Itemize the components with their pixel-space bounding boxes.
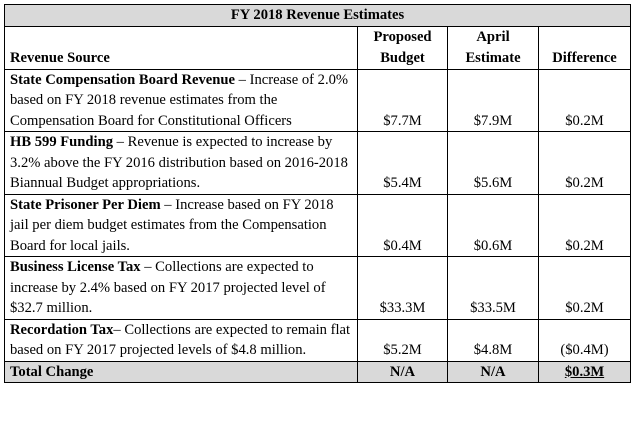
total-proposed: N/A [358,361,448,383]
header-proposed-line2: Budget [380,49,425,66]
row-proposed: $7.7M [358,69,448,132]
row-april: $4.8M [448,319,539,361]
table-title-row [5,5,631,27]
row-april: $0.6M [448,194,539,257]
row-difference: $0.2M [539,194,631,257]
header-proposed-line1: Proposed [373,28,432,45]
header-proposed-budget [358,26,448,69]
header-row [5,26,631,69]
table-row [5,194,631,257]
total-difference [539,361,631,383]
row-april: $33.5M [448,257,539,320]
header-april-estimate [448,26,539,69]
row-difference: $0.2M [539,69,631,132]
row-text: – Collections are expected to remain flat based on FY 2017 projected levels of $4.8 million. [10,321,351,358]
row-difference: ($0.4M) [539,319,631,361]
row-proposed: $5.4M [358,132,448,195]
row-text: – Revenue is expected to increase by 3.2% above the FY 2016 distribution based on 2016-2018 Biannual Budget appropriations. [10,134,348,191]
row-text: – Increase of 2.0% based on FY 2018 revenue estimates from the Compensation Board for Constitutional Officers [10,71,349,129]
row-label: Recordation Tax [10,321,114,338]
row-label: State Compensation Board Revenue [10,71,235,88]
row-difference: $0.2M [539,257,631,320]
header-april-line2: Estimate [465,49,521,66]
header-april-line1: April [476,28,510,45]
revenue-estimates-table [4,4,631,383]
total-label: Total Change [5,361,358,383]
row-text: – Increase based on FY 2018 jail per diem budget estimates from the Compensation Board for local jails. [10,196,334,254]
total-row [5,361,631,383]
row-label: HB 599 Funding [10,134,114,150]
row-description [5,132,358,195]
row-description [5,257,358,320]
row-april: $5.6M [448,132,539,195]
row-proposed: $0.4M [358,194,448,257]
revenue-table-container [4,4,631,383]
row-proposed: $5.2M [358,319,448,361]
table-row [5,132,631,195]
row-difference: $0.2M [539,132,631,195]
header-revenue-source: Revenue Source [5,26,358,69]
table-row [5,319,631,361]
row-label: Business License Tax [10,259,141,275]
table-row [5,257,631,320]
row-description [5,194,358,257]
row-label: State Prisoner Per Diem [10,196,161,213]
row-text: – Collections are expected to increase by 2.4% based on FY 2017 projected level of $32.7 million. [10,259,326,316]
row-april: $7.9M [448,69,539,132]
total-difference-value: $0.3M [564,363,605,380]
table-row [5,69,631,132]
table-title: FY 2018 Revenue Estimates [5,5,631,27]
total-april: N/A [448,361,539,383]
header-difference: Difference [539,26,631,69]
row-description [5,319,358,361]
row-description [5,69,358,132]
row-proposed: $33.3M [358,257,448,320]
